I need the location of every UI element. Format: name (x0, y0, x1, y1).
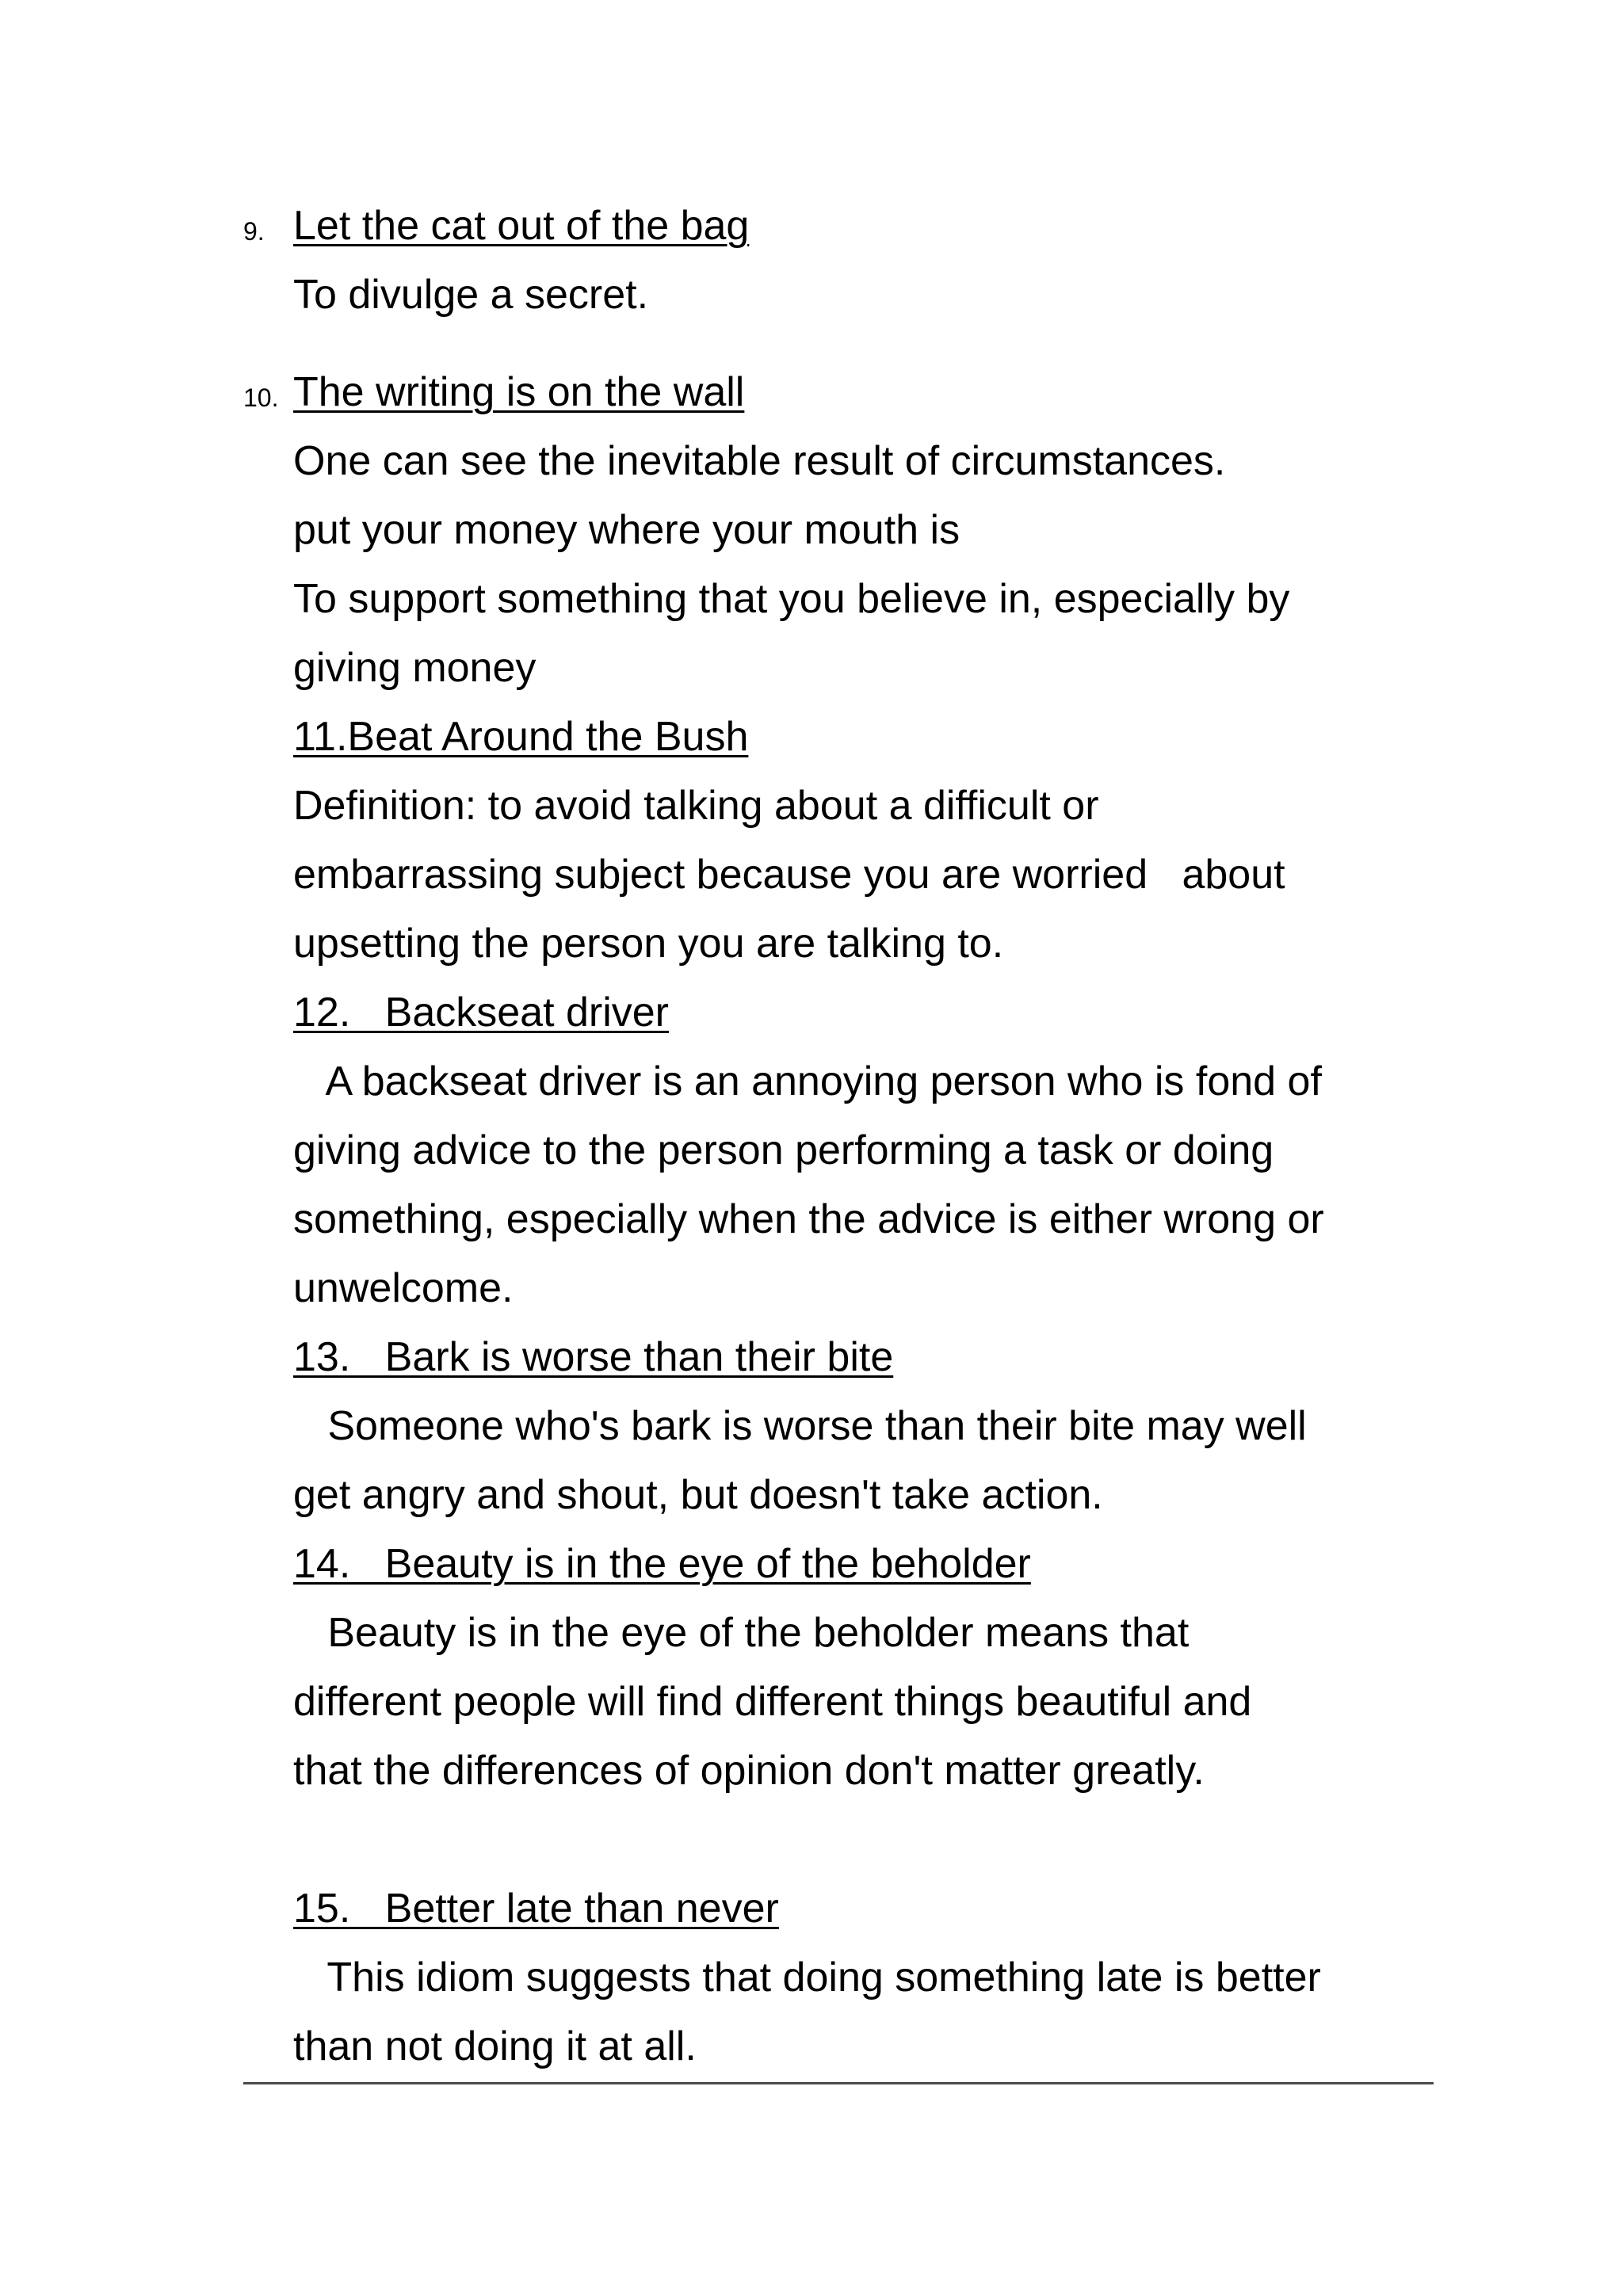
idiom-definition-line: This idiom suggests that doing something late is better (293, 1955, 1321, 2000)
footer-divider (243, 2082, 1434, 2084)
idiom-definition-line: unwelcome. (293, 1265, 514, 1311)
idiom-definition-line: To divulge a secret. (293, 272, 649, 318)
idiom-title-9: Let the cat out of the bag (293, 203, 750, 249)
idiom-title-11: 11.Beat Around the Bush (293, 714, 749, 760)
idiom-title-13: 13. Bark is worse than their bite (293, 1334, 894, 1380)
idiom-definition-line: that the differences of opinion don't matter greatly. (293, 1748, 1205, 1794)
idiom-title-14: 14. Beauty is in the eye of the beholder (293, 1541, 1031, 1587)
idiom-definition-line: Definition: to avoid talking about a difficult or (293, 783, 1099, 829)
idiom-definition-line: giving money (293, 645, 537, 691)
list-number-10: 10. (243, 383, 279, 412)
idiom-definition-line: get angry and shout, but doesn't take action. (293, 1472, 1103, 1518)
idiom-definition-line: To support something that you believe in, especially by (293, 576, 1290, 622)
idiom-definition-line: different people will find different things beautiful and (293, 1679, 1252, 1725)
idiom-definition-line: Beauty is in the eye of the beholder means that (293, 1610, 1190, 1656)
idiom-definition-line: One can see the inevitable result of circumstances. (293, 438, 1226, 484)
idiom-definition-line: than not doing it at all. (293, 2023, 697, 2069)
idiom-definition-line: something, especially when the advice is either wrong or (293, 1196, 1324, 1242)
idiom-definition-line: embarrassing subject because you are worried about (293, 852, 1285, 898)
list-number-9: 9. (243, 217, 265, 246)
idiom-title-15: 15. Better late than never (293, 1886, 779, 1932)
idiom-definition-line: upsetting the person you are talking to. (293, 921, 1004, 967)
idiom-title-12: 12. Backseat driver (293, 990, 669, 1035)
idiom-definition-line: giving advice to the person performing a task or doing (293, 1127, 1274, 1173)
idiom-definition-line: A backseat driver is an annoying person who is fond of (293, 1058, 1322, 1104)
idiom-definition-line: put your money where your mouth is (293, 507, 960, 553)
idiom-title-10: The writing is on the wall (293, 369, 745, 415)
idiom-definition-line: Someone who's bark is worse than their bite may well (293, 1403, 1307, 1449)
